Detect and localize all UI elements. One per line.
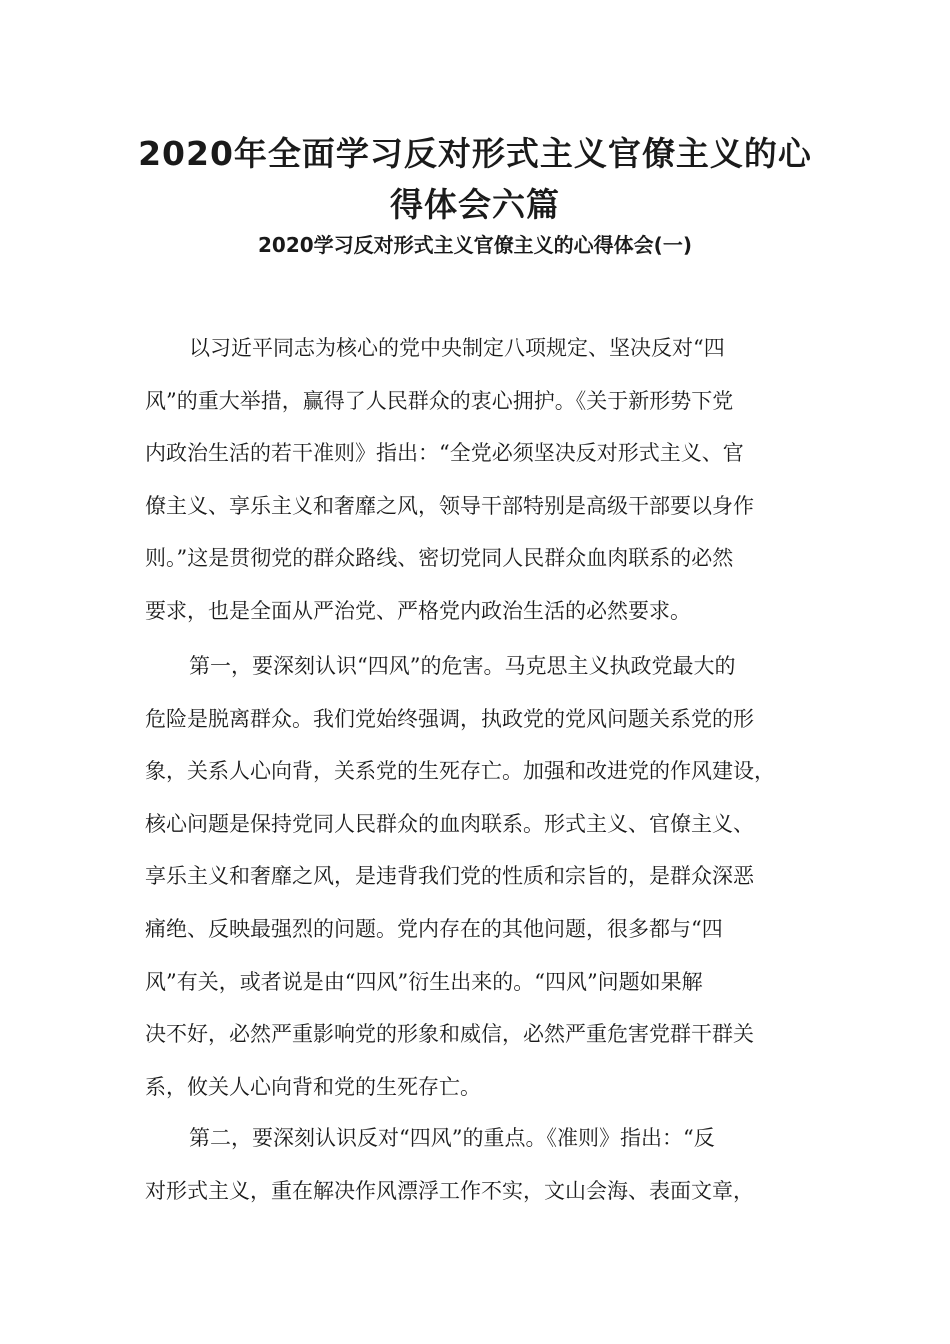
paragraph-line: 系，攸关人心向背和党的生死存亡。 [145,1074,481,1099]
paragraph-line: 核心问题是保持党同人民群众的血肉联系。形式主义、官僚主义、 [145,811,754,836]
paragraph-line: 第一，要深刻认识“四风”的危害。马克思主义执政党最大的 [189,654,736,678]
paragraph-line: 对形式主义，重在解决作风漂浮工作不实，文山会海、表面文章， [145,1178,754,1203]
document-title [120,128,830,230]
paragraph-line: 僚主义、享乐主义和奢靡之风，领导干部特别是高级干部要以身作 [145,493,754,518]
paragraph-line: 则。”这是贯彻党的群众路线、密切党同人民群众血肉联系的必然 [145,546,734,571]
section-subtitle: 2020学习反对形式主义官僚主义的心得体会(一) [258,233,692,257]
paragraph-line: 危险是脱离群众。我们党始终强调，执政党的党风问题关系党的形 [145,706,754,731]
paragraph-line: 决不好，必然严重影响党的形象和威信，必然严重危害党群干群关 [145,1022,754,1047]
paragraph-line: 要求，也是全面从严治党、严格党内政治生活的必然要求。 [145,598,691,623]
paragraph-line: 风”有关，或者说是由“四风”衍生出来的。“四风”问题如果解 [145,969,703,994]
paragraph-line: 第二，要深刻认识反对“四风”的重点。《准则》指出：“反 [189,1126,715,1150]
paragraph-line: 享乐主义和奢靡之风，是违背我们党的性质和宗旨的，是群众深恶 [145,864,754,889]
paragraph-second-point [145,1112,815,1217]
title-line: 2020年全面学习反对形式主义官僚主义的心 [138,134,812,173]
paragraph-line: 以习近平同志为核心的党中央制定八项规定、坚决反对“四 [189,336,725,360]
title-line: 得体会六篇 [390,185,560,224]
paragraph-intro [145,322,815,638]
paragraph-line: 痛绝、反映最强烈的问题。党内存在的其他问题，很多都与“四 [145,916,723,941]
paragraph-line: 象，关系人心向背，关系党的生死存亡。加强和改进党的作风建设， [145,759,775,784]
paragraph-line: 内政治生活的若干准则》指出：“全党必须坚决反对形式主义、官 [145,441,744,466]
paragraph-first-point [145,640,815,1113]
paragraph-line: 风”的重大举措，赢得了人民群众的衷心拥护。《关于新形势下党 [145,388,734,413]
